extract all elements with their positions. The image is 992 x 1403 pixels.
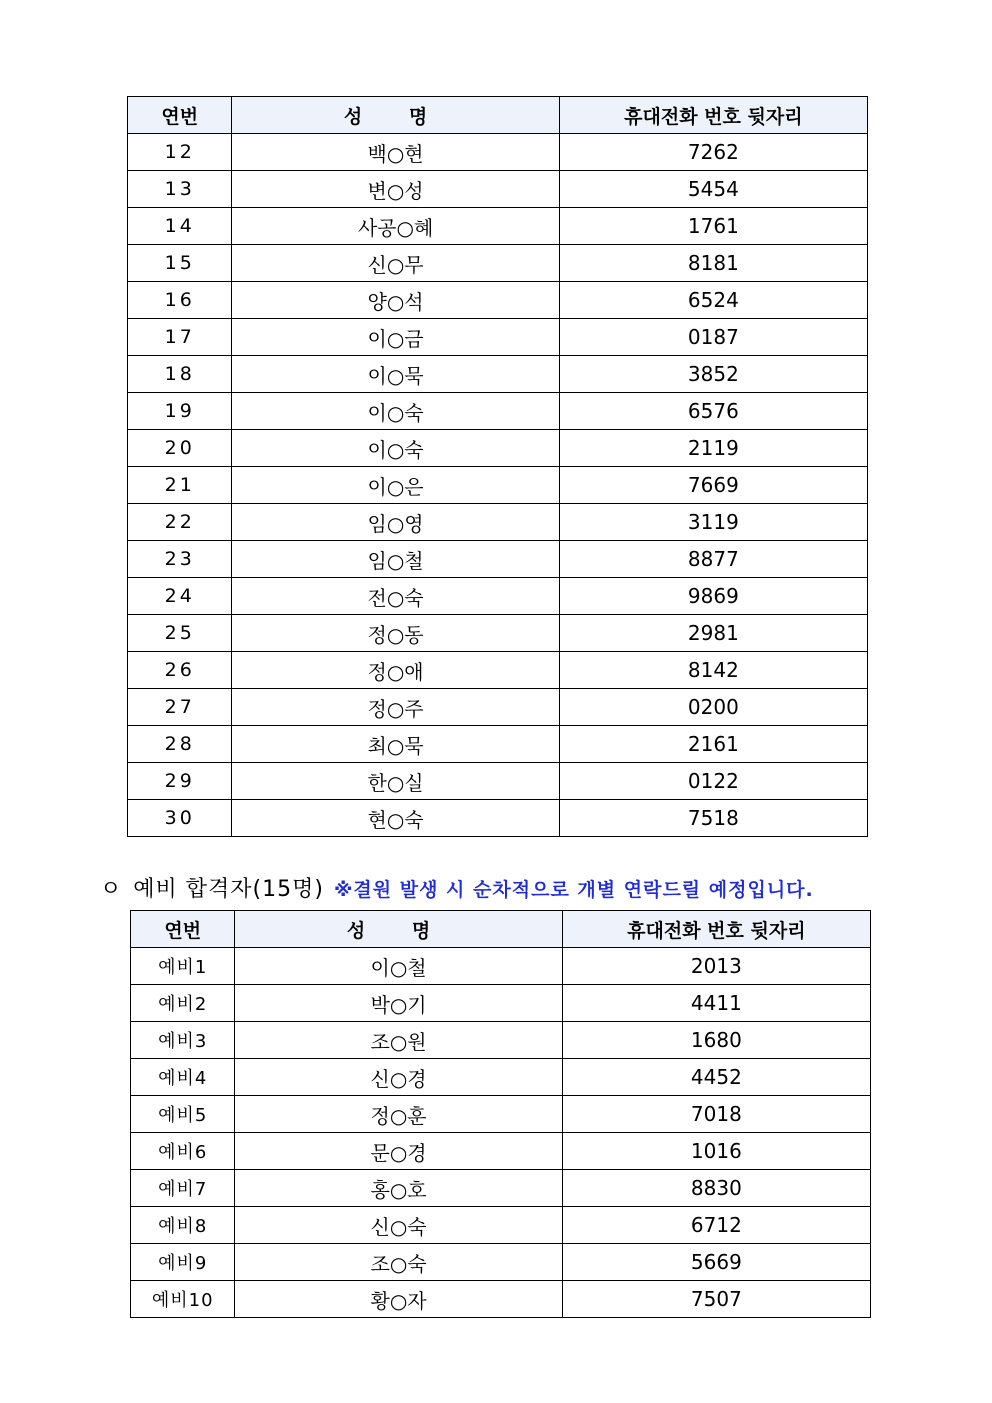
row-number: 13: [128, 171, 232, 208]
reserve-section-heading: [100, 872, 814, 902]
table-row: [128, 356, 868, 393]
row-name: 홍○호: [235, 1170, 562, 1207]
row-name: 신○경: [235, 1059, 562, 1096]
header-phone: 휴대전화 번호 뒷자리: [559, 97, 867, 134]
row-phone-suffix: 9869: [559, 578, 867, 615]
row-name: 이○숙: [232, 393, 559, 430]
table-row: [128, 282, 868, 319]
row-name: 조○숙: [235, 1244, 562, 1281]
table-row: [128, 800, 868, 837]
row-name: 황○자: [235, 1281, 562, 1318]
passers-table: [127, 96, 868, 837]
row-number: 16: [128, 282, 232, 319]
row-number: 25: [128, 615, 232, 652]
row-name: 이○은: [232, 467, 559, 504]
row-phone-suffix: 1680: [562, 1022, 870, 1059]
row-number: 14: [128, 208, 232, 245]
row-number: 예비9: [131, 1244, 235, 1281]
row-number: 17: [128, 319, 232, 356]
table-row: [128, 430, 868, 467]
row-phone-suffix: 7262: [559, 134, 867, 171]
row-phone-suffix: 6524: [559, 282, 867, 319]
table-row: [128, 319, 868, 356]
table-row: [128, 393, 868, 430]
row-name: 최○묵: [232, 726, 559, 763]
row-name: 변○성: [232, 171, 559, 208]
row-number: 26: [128, 652, 232, 689]
row-name: 백○현: [232, 134, 559, 171]
table-row: [128, 763, 868, 800]
row-name: 정○동: [232, 615, 559, 652]
row-number: 예비1: [131, 948, 235, 985]
row-name: 한○실: [232, 763, 559, 800]
table-row: [128, 726, 868, 763]
row-phone-suffix: 8142: [559, 652, 867, 689]
table-header-row: [131, 911, 871, 948]
row-phone-suffix: 8830: [562, 1170, 870, 1207]
row-number: 예비8: [131, 1207, 235, 1244]
row-name: 정○주: [232, 689, 559, 726]
row-number: 예비7: [131, 1170, 235, 1207]
table-body: [128, 134, 868, 837]
row-name: 현○숙: [232, 800, 559, 837]
table-row: [131, 1096, 871, 1133]
row-name: 정○훈: [235, 1096, 562, 1133]
table-row: [128, 245, 868, 282]
row-number: 22: [128, 504, 232, 541]
row-number: 18: [128, 356, 232, 393]
row-phone-suffix: 2981: [559, 615, 867, 652]
row-number: 예비3: [131, 1022, 235, 1059]
table-row: [128, 504, 868, 541]
table-row: [131, 1244, 871, 1281]
row-phone-suffix: 4452: [562, 1059, 870, 1096]
row-name: 조○원: [235, 1022, 562, 1059]
table-row: [131, 1170, 871, 1207]
row-number: 예비10: [131, 1281, 235, 1318]
row-name: 정○애: [232, 652, 559, 689]
row-phone-suffix: 0122: [559, 763, 867, 800]
row-number: 15: [128, 245, 232, 282]
row-phone-suffix: 0187: [559, 319, 867, 356]
row-phone-suffix: 3119: [559, 504, 867, 541]
row-name: 양○석: [232, 282, 559, 319]
row-phone-suffix: 7669: [559, 467, 867, 504]
row-number: 19: [128, 393, 232, 430]
table-row: [128, 134, 868, 171]
table-row: [131, 1059, 871, 1096]
row-phone-suffix: 0200: [559, 689, 867, 726]
table-row: [131, 1281, 871, 1318]
row-phone-suffix: 5454: [559, 171, 867, 208]
row-name: 사공○혜: [232, 208, 559, 245]
row-number: 예비5: [131, 1096, 235, 1133]
row-phone-suffix: 2119: [559, 430, 867, 467]
table-row: [128, 541, 868, 578]
table-row: [131, 948, 871, 985]
row-name: 신○무: [232, 245, 559, 282]
row-phone-suffix: 7507: [562, 1281, 870, 1318]
row-name: 전○숙: [232, 578, 559, 615]
row-name: 문○경: [235, 1133, 562, 1170]
row-name: 임○철: [232, 541, 559, 578]
row-number: 30: [128, 800, 232, 837]
row-phone-suffix: 8181: [559, 245, 867, 282]
header-number: 연번: [131, 911, 235, 948]
table-row: [128, 652, 868, 689]
row-name: 이○금: [232, 319, 559, 356]
row-phone-suffix: 7518: [559, 800, 867, 837]
header-name: 성 명: [235, 911, 562, 948]
row-phone-suffix: 7018: [562, 1096, 870, 1133]
table-header-row: [128, 97, 868, 134]
section-note: ※결원 발생 시 순차적으로 개별 연락드릴 예정입니다.: [333, 879, 814, 901]
row-number: 24: [128, 578, 232, 615]
table-row: [128, 615, 868, 652]
row-phone-suffix: 5669: [562, 1244, 870, 1281]
row-phone-suffix: 1016: [562, 1133, 870, 1170]
row-phone-suffix: 4411: [562, 985, 870, 1022]
row-phone-suffix: 2161: [559, 726, 867, 763]
table-row: [128, 171, 868, 208]
row-name: 신○숙: [235, 1207, 562, 1244]
row-number: 27: [128, 689, 232, 726]
row-number: 예비6: [131, 1133, 235, 1170]
table-row: [128, 467, 868, 504]
row-number: 29: [128, 763, 232, 800]
table-row: [131, 985, 871, 1022]
row-number: 20: [128, 430, 232, 467]
row-name: 이○숙: [232, 430, 559, 467]
section-title: 예비 합격자(15명): [133, 877, 324, 902]
row-number: 12: [128, 134, 232, 171]
table-row: [131, 1133, 871, 1170]
bullet-mark: ㅇ: [100, 877, 122, 902]
row-phone-suffix: 6712: [562, 1207, 870, 1244]
row-phone-suffix: 3852: [559, 356, 867, 393]
row-number: 예비4: [131, 1059, 235, 1096]
row-phone-suffix: 6576: [559, 393, 867, 430]
row-number: 28: [128, 726, 232, 763]
row-name: 임○영: [232, 504, 559, 541]
table-row: [131, 1207, 871, 1244]
row-name: 이○묵: [232, 356, 559, 393]
row-number: 23: [128, 541, 232, 578]
table-row: [128, 208, 868, 245]
row-name: 박○기: [235, 985, 562, 1022]
header-name: 성 명: [232, 97, 559, 134]
header-phone: 휴대전화 번호 뒷자리: [562, 911, 870, 948]
table-row: [128, 689, 868, 726]
header-number: 연번: [128, 97, 232, 134]
row-name: 이○철: [235, 948, 562, 985]
table-body: [131, 948, 871, 1318]
table-row: [128, 578, 868, 615]
row-phone-suffix: 8877: [559, 541, 867, 578]
row-number: 예비2: [131, 985, 235, 1022]
row-phone-suffix: 1761: [559, 208, 867, 245]
reserve-table: [130, 910, 871, 1318]
row-phone-suffix: 2013: [562, 948, 870, 985]
table-row: [131, 1022, 871, 1059]
row-number: 21: [128, 467, 232, 504]
